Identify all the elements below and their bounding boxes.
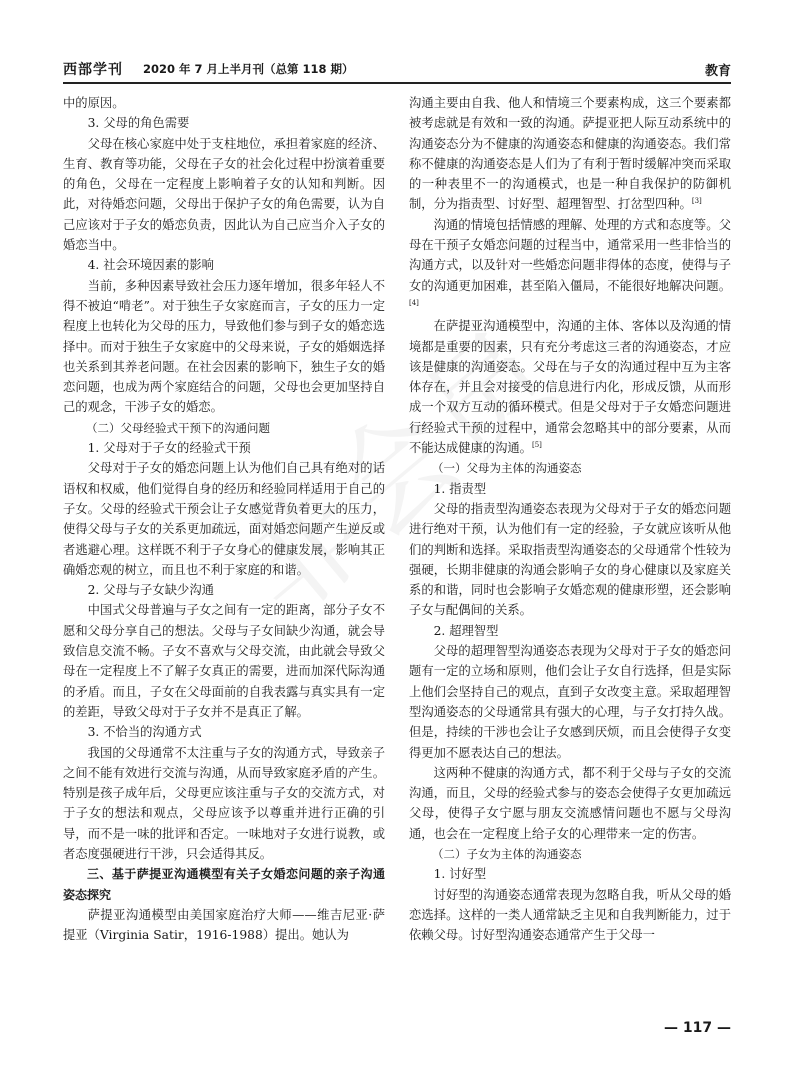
subsection-heading: 3. 父母的角色需要 [87, 116, 190, 131]
subsection-heading: 2. 超理智型 [433, 623, 499, 638]
paragraph: 父母在核心家庭中处于支柱地位，承担着家庭的经济、生育、教育等功能，父母在子女的社会化过程中扮演着重要的角色，父母在一定程度上影响着子女的认知和判断。因此，对待婚恋问题，父母出于保护子女的角色需要，认为自己应该对于子女的婚恋负责，因此认为自己应当介入子女的婚恋当中。 [63, 136, 385, 253]
section-heading: （二）父母经验式干预下的沟通问题 [86, 420, 270, 435]
page-number: — 117 — [664, 1020, 731, 1036]
paragraph: 沟通的情境包括情感的理解、处理的方式和态度等。父母在干预子女婚恋问题的过程当中，通常采用一些非恰当的沟通方式，以及针对一些婚恋问题非得体的态度，使得与子女的沟通更加困难，甚至陷入僵局，不能很好地解决问题。[4] [409, 217, 731, 307]
paragraph: 我国的父母通常不太注重与子女的沟通方式，导致亲子之间不能有效进行交流与沟通，从而导致家庭矛盾的产生。特别是孩子成年后，父母更应该注重与子女的交流方式，对于子女的想法和观点，父母应该予以尊重并进行正确的引导，而不是一味的批评和否定。一味地对子女进行说教，或者态度强硬进行干涉，只会适得其反。 [63, 745, 385, 861]
paragraph: 父母对于子女的婚恋问题上认为他们自己具有绝对的话语权和权威，他们觉得自身的经历和经验同样适用于自己的子女。父母的经验式干预会让子女感觉背负着更大的压力，使得父母与子女的关系更加疏远，面对婚恋问题产生逆反或者逃避心理。这样既不利于子女身心的健康发展，影响其正确婚恋观的树立，而且也不利于家庭的和谐。 [63, 461, 385, 577]
section-heading: （一）父母为主体的沟通姿态 [432, 461, 582, 476]
chapter-heading: 三、基于萨提亚沟通模型有关子女婚恋问题的亲子沟通姿态探究 [63, 867, 385, 902]
paragraph: 在萨提亚沟通模型中，沟通的主体、客体以及沟通的情境都是重要的因素，只有充分考虑这三者的沟通姿态，才应该是健康的沟通姿态。父母在与子女的沟通过程中互为主客体存在，并且会对接受的信息进行内化，形成反馈，从而形成一个双方互动的循环模式。但是父母对于子女婚恋问题进行经验式干预的过程中，通常会忽略其中的部分要素，从而不能达成健康的沟通。[5] [409, 319, 731, 456]
section-name: 教育 [704, 64, 731, 79]
paragraph: 讨好型的沟通姿态通常表现为忽略自我，听从父母的婚恋选择。这样的一类人通常缺乏主见和自我判断能力，过于依赖父母。讨好型沟通姿态通常产生于父母一 [409, 887, 731, 943]
citation-ref[interactable]: [4] [409, 298, 419, 307]
journal-logo: 西部学刊 [63, 62, 123, 78]
subsection-heading: 1. 父母对于子女的经验式干预 [87, 441, 251, 456]
section-heading: （二）子女为主体的沟通姿态 [432, 846, 582, 861]
right-column [409, 93, 731, 945]
subsection-heading: 3. 不恰当的沟通方式 [87, 725, 202, 740]
subsection-heading: 2. 父母与子女缺少沟通 [87, 583, 214, 598]
paragraph: 萨提亚沟通模型由美国家庭治疗大师——维吉尼亚·萨提亚（Virginia Satir，1916-1988）提出。她认为 [63, 907, 385, 943]
paragraph: 沟通主要由自我、他人和情境三个要素构成，这三个要素都被考虑就是有效和一致的沟通。萨提亚把人际互动系统中的沟通姿态分为不健康的沟通姿态和健康的沟通姿态。我们常称不健康的沟通姿态是人们为了有利于暂时缓解冲突而采取的一种表里不一的沟通模式，也是一种自我保护的防御机制，分为指责型、讨好型、超理智型、打岔型四种。[3] [409, 96, 731, 212]
subsection-heading: 1. 指责型 [433, 481, 487, 496]
paragraph: 中国式父母普遍与子女之间有一定的距离，部分子女不愿和父母分享自己的想法。父母与子女间缺少沟通，就会导致信息交流不畅。子女不喜欢与父母交流，由此就会导致父母在一定程度上不了解子女真正的需要，进而加深代际沟通的矛盾。而且，子女在父母面前的自我表露与真实具有一定的差距，导致父母对于子女并不是真正了解。 [63, 603, 385, 719]
citation-ref[interactable]: [5] [531, 440, 542, 449]
left-column [63, 93, 385, 945]
paragraph: 父母的指责型沟通姿态表现为父母对于子女的婚恋问题进行绝对干预，认为他们有一定的经验，子女就应该听从他们的判断和选择。采取指责型沟通姿态的父母通常个性较为强硬，长期非健康的沟通会影响子女的身心健康以及家庭关系的和谐，同时也会影响子女婚恋观的健康形塑，还会影响子女与配偶间的关系。 [409, 501, 731, 618]
issue-info: 2020 年 7 月上半月刊（总第 118 期） [143, 62, 354, 76]
paragraph: 中的原因。 [63, 96, 125, 110]
paragraph: 父母的超理智型沟通姿态表现为父母对于子女的婚恋问题有一定的立场和原则，他们会让子女自行选择，但是实际上他们会坚持自己的观点，直到子女改变主意。采取超理智型沟通姿态的父母通常具有强大的心理，与子女打持久战。但是，持续的干涉也会让子女感到厌烦，而且会使得子女变得更加不愿表达自己的想法。 [409, 644, 731, 760]
citation-ref[interactable]: [3] [691, 197, 702, 206]
running-header [63, 58, 731, 84]
paragraph: 当前，多种因素导致社会压力逐年增加，很多年轻人不得不被迫“啃老”。对于独生子女家庭而言，子女的压力一定程度上也转化为父母的压力，导致他们参与到子女的婚恋选择中。而对于独生子女家庭中的父母来说，子女的婚姻选择也关系到其养老问题。在社会因素的影响下，独生子女的婚恋问题，也成为两个家庭结合的问题，父母也会更加坚持自己的观念，干涉子女的婚恋。 [63, 278, 385, 415]
subsection-heading: 1. 讨好型 [433, 867, 487, 882]
paragraph: 这两种不健康的沟通方式，都不利于父母与子女的交流沟通，而且，父母的经验式参与的姿态会使得子女更加疏远父母，使得子女宁愿与朋友交流感情问题也不愿与父母沟通，也会在一定程度上给子女的心理带来一定的伤害。 [409, 765, 731, 841]
subsection-heading: 4. 社会环境因素的影响 [87, 258, 214, 273]
